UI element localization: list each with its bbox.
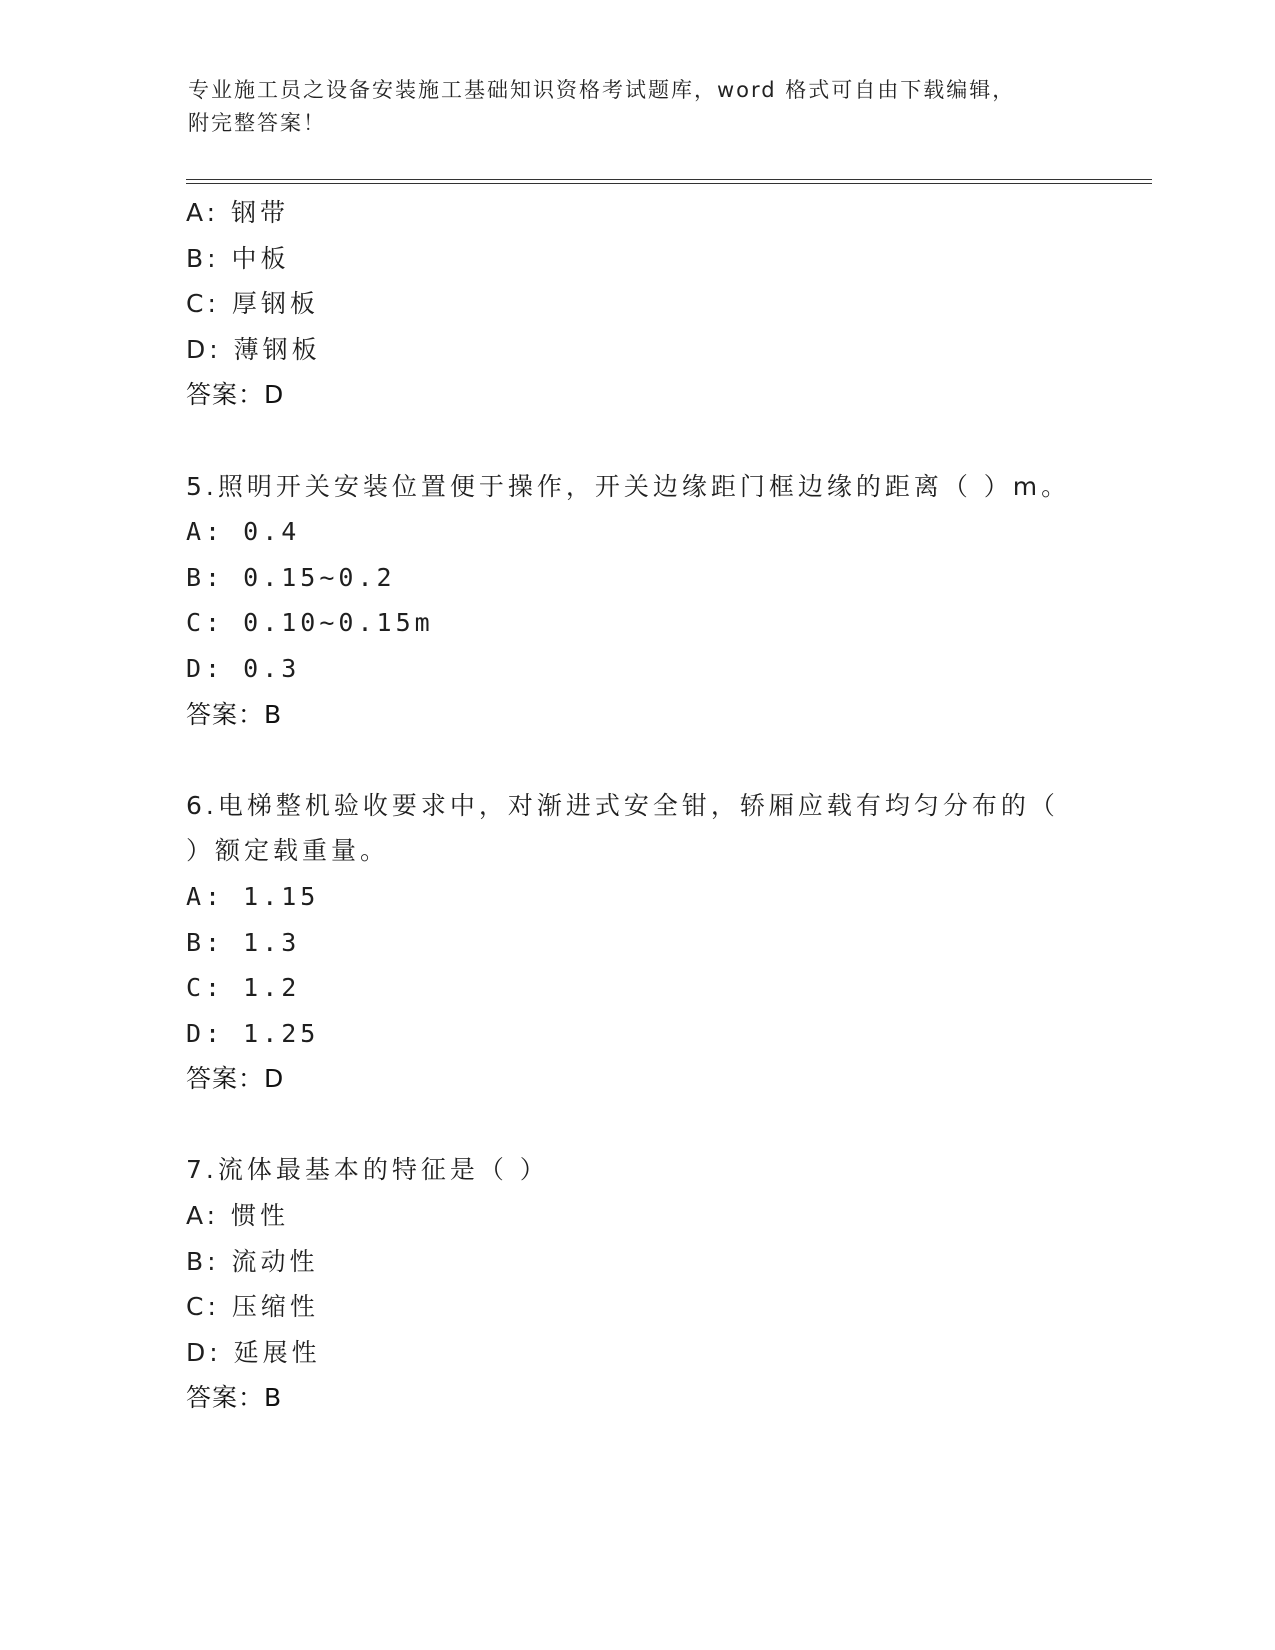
answer-line: 答案：B <box>186 699 283 729</box>
option-d: D: 薄钢板 <box>186 334 321 364</box>
option-a: A: 钢带 <box>186 198 290 227</box>
option-a: A: 0.4 <box>186 517 301 547</box>
answer-line: 答案：B <box>186 1383 283 1413</box>
option-b: B: 流动性 <box>186 1246 319 1276</box>
option-c: C: 压缩性 <box>186 1292 319 1322</box>
question-text-line-1: 6.电梯整机验收要求中，对渐进式安全钳，轿厢应载有均匀分布的（ <box>186 790 1059 820</box>
option-c: C: 0.10~0.15m <box>186 608 434 638</box>
document-header <box>188 74 1088 140</box>
answer-line: 答案：D <box>186 380 285 410</box>
question-text: 5.照明开关安装位置便于操作，开关边缘距门框边缘的距离（ ）m。 <box>186 471 1071 501</box>
answer-line: 答案：D <box>186 1064 285 1094</box>
option-a: A: 惯性 <box>186 1201 290 1231</box>
option-d: D: 0.3 <box>186 653 301 683</box>
question-6 <box>186 783 1146 1102</box>
option-b: B: 1.3 <box>186 927 301 957</box>
option-c: C: 厚钢板 <box>186 289 319 319</box>
option-d: D: 延展性 <box>186 1337 321 1367</box>
option-c: C: 1.2 <box>186 973 301 1003</box>
header-divider-top <box>186 179 1152 180</box>
question-5 <box>186 464 1146 738</box>
spacer <box>186 1102 1146 1148</box>
option-b: B: 0.15~0.2 <box>186 562 396 592</box>
question-4 <box>186 190 1146 418</box>
option-a: A: 1.15 <box>186 881 320 911</box>
question-7 <box>186 1147 1146 1421</box>
question-text-line-2: ）额定载重量。 <box>186 836 390 866</box>
spacer <box>186 418 1146 464</box>
spacer <box>186 737 1146 783</box>
question-text: 7.流体最基本的特征是（ ） <box>186 1155 549 1185</box>
question-list <box>186 190 1146 1421</box>
option-d: D: 1.25 <box>186 1018 320 1048</box>
header-title-line-1: 专业施工员之设备安装施工基础知识资格考试题库，word 格式可自由下载编辑， <box>188 78 1016 102</box>
header-divider-bottom <box>186 183 1152 184</box>
option-b: B: 中板 <box>186 243 290 273</box>
header-title-line-2: 附完整答案！ <box>188 111 326 135</box>
